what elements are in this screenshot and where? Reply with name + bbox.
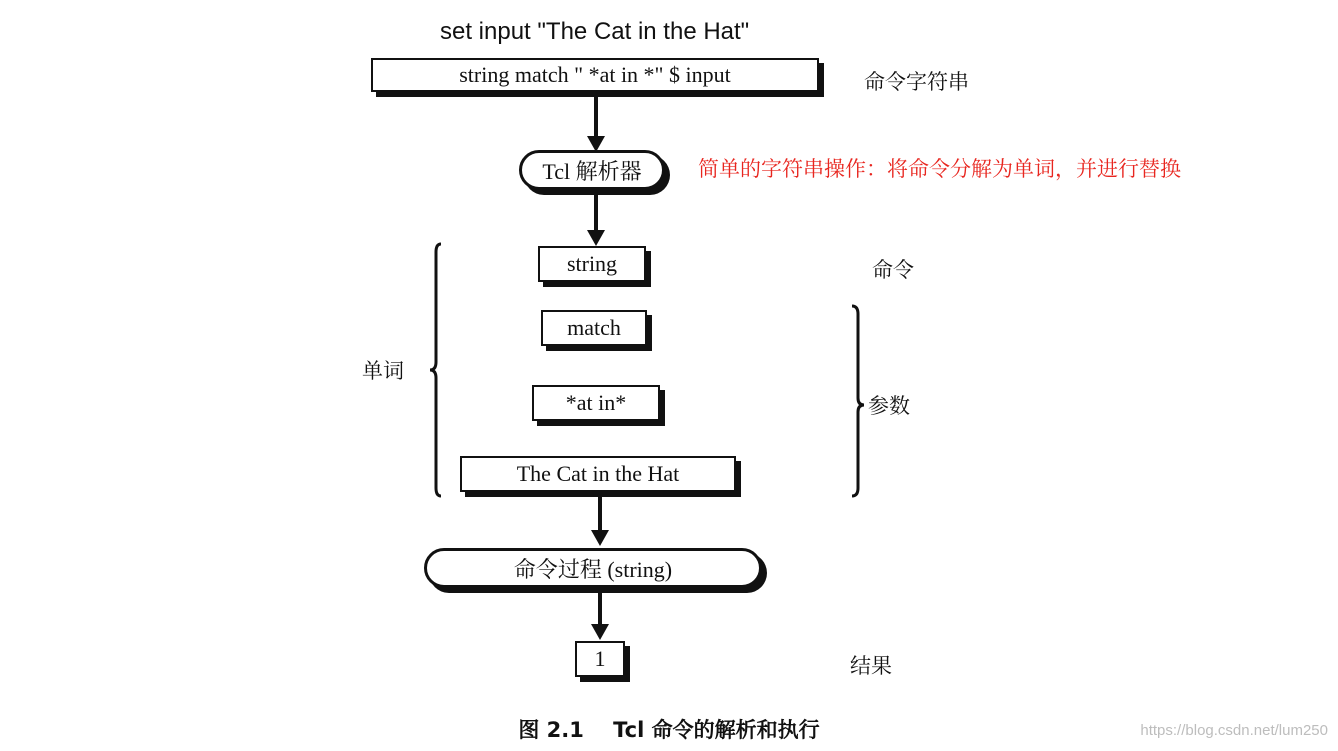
command-string-text: string match " *at in *" $ input — [459, 62, 731, 87]
word-box-arg1 — [541, 310, 647, 346]
arrowhead-2 — [587, 230, 605, 246]
parser-box — [519, 150, 665, 190]
word-box-command — [538, 246, 646, 282]
arrowhead-3 — [591, 530, 609, 546]
watermark: https://blog.csdn.net/lum250 — [1140, 722, 1328, 739]
procedure-box-text: 命令过程 (string) — [513, 556, 673, 582]
word-arg3-text: The Cat in the Hat — [516, 461, 680, 486]
word-box-arg2 — [532, 385, 660, 421]
word-arg1-text: match — [567, 315, 621, 340]
word-box-arg3 — [460, 456, 736, 492]
result-box-text: 1 — [594, 646, 606, 671]
arrowhead-4 — [591, 624, 609, 640]
parser-box-text: Tcl 解析器 — [542, 158, 642, 184]
command-label: 命令 — [872, 258, 914, 282]
arguments-brace — [852, 306, 864, 496]
word-arg2-text: *at in* — [565, 390, 627, 415]
top-command-text: set input "The Cat in the Hat" — [440, 18, 750, 45]
words-label: 单词 — [362, 359, 404, 383]
figure-caption: 图 2.1 Tcl 命令的解析和执行 — [518, 718, 820, 742]
command-string-box — [371, 58, 819, 92]
arguments-label: 参数 — [868, 394, 910, 418]
command-string-label: 命令字符串 — [864, 70, 969, 94]
procedure-box — [424, 548, 762, 588]
parser-note: 简单的字符串操作：将命令分解为单词，并进行替换 — [698, 157, 1181, 181]
word-command-text: string — [566, 251, 618, 276]
words-brace — [430, 244, 441, 496]
result-label: 结果 — [850, 654, 892, 678]
result-box — [575, 641, 625, 677]
